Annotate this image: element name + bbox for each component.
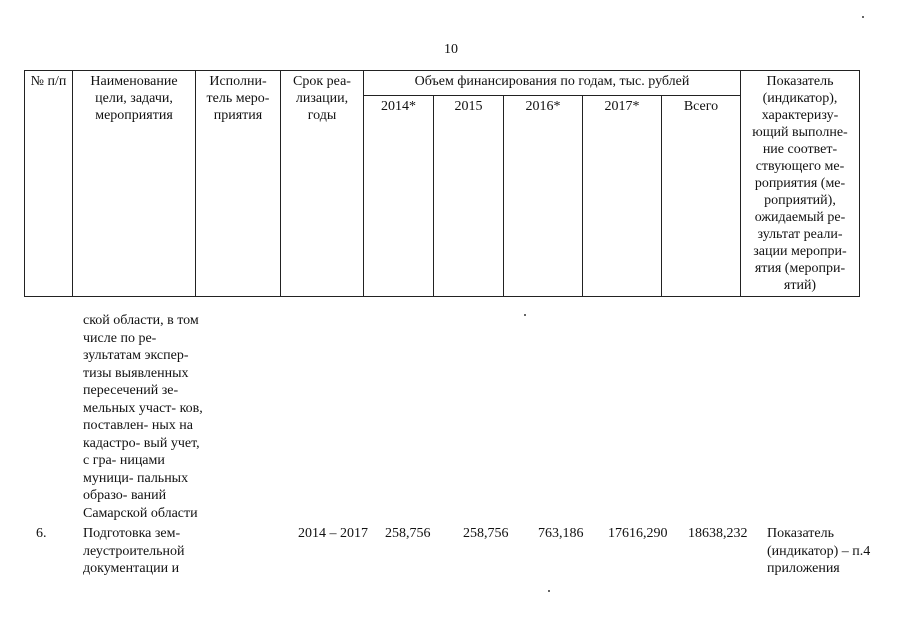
header-num: № п/п xyxy=(25,71,73,297)
header-term: Срок реа- лизации, годы xyxy=(281,71,364,297)
header-year-2014: 2014* xyxy=(364,96,434,297)
page-number: 10 xyxy=(444,42,458,57)
header-year-2017: 2017* xyxy=(583,96,662,297)
header-executor: Исполни- тель меро- приятия xyxy=(196,71,281,297)
header-name: Наименование цели, задачи, мероприятия xyxy=(73,71,196,297)
row6-value-total: 18638,232 xyxy=(688,526,748,541)
row6-value-2016: 763,186 xyxy=(538,526,584,541)
program-table-header xyxy=(24,70,860,297)
header-year-2015: 2015 xyxy=(434,96,504,297)
row6-indicator: Показатель (индикатор) – п.4 приложения xyxy=(767,526,871,576)
scan-speck xyxy=(524,314,526,316)
row6-name: Подготовка зем- леустроительной документации и xyxy=(83,526,185,576)
header-funding: Объем финансирования по годам, тыс. рублей xyxy=(364,71,741,96)
header-total: Всего xyxy=(662,96,741,297)
header-year-2016: 2016* xyxy=(504,96,583,297)
header-indicator: Показатель (индикатор), характеризу- ющий выполне- ние соответ- ствующего ме- роприятия (ме- роприятий), ожидаемый ре- зультат реали- зации меропри- ятия (меропри- ятий) xyxy=(741,71,860,297)
continuation-text: ской области, в том числе по ре- зультатам экспер- тизы выявленных пересечений зе- мельных участ- ков, поставлен- ных на кадастро- вый учет, с гра- ницами муници- пальных образо- ваний Самарской области xyxy=(83,313,203,521)
row6-value-2014: 258,756 xyxy=(385,526,431,541)
row6-value-2017: 17616,290 xyxy=(608,526,668,541)
scan-speck xyxy=(548,590,550,592)
scan-speck xyxy=(862,16,864,18)
row6-value-2015: 258,756 xyxy=(463,526,509,541)
row6-num: 6. xyxy=(36,526,47,541)
row6-term: 2014 – 2017 xyxy=(298,526,368,541)
